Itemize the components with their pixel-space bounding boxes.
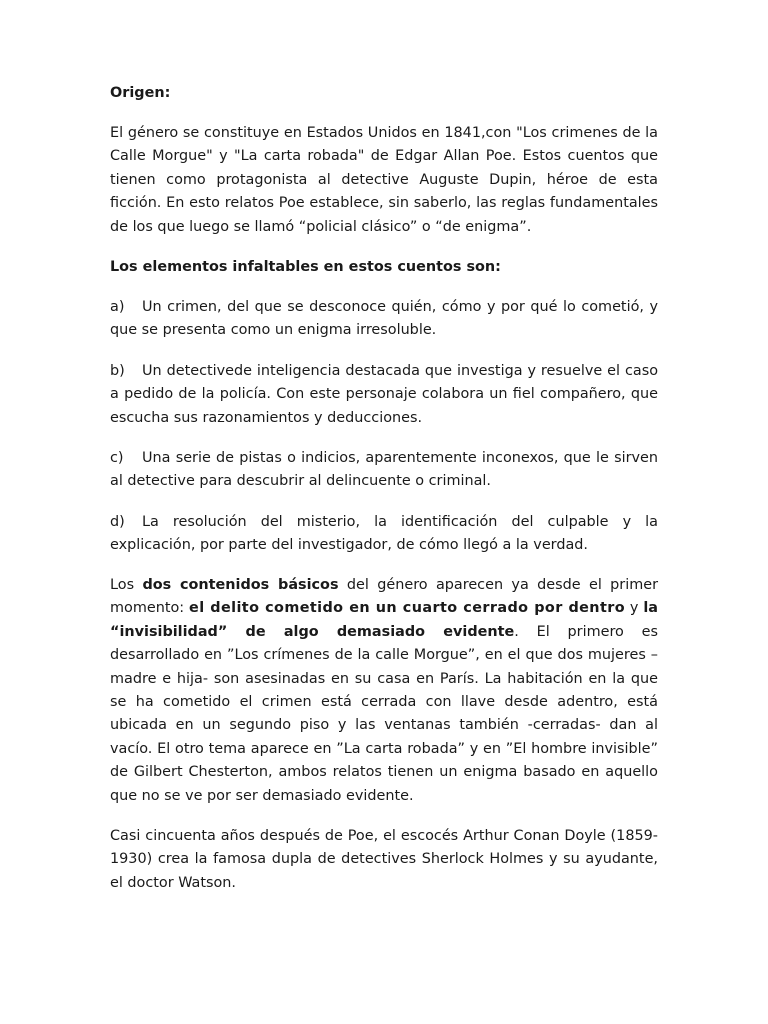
list-marker: c) bbox=[110, 450, 124, 466]
list-item-text: Una serie de pistas o indicios, aparentemente inconexos, que le sirven al detective para descubrir al delincuente o criminal. bbox=[110, 450, 658, 490]
list-item-b bbox=[110, 360, 658, 430]
paragraph-contenidos bbox=[110, 574, 658, 808]
list-item-text: Un crimen, del que se desconoce quién, cómo y por qué lo cometió, y que se presenta como un enigma irresoluble. bbox=[110, 299, 658, 339]
list-item-c bbox=[110, 447, 658, 494]
list-item-text: La resolución del misterio, la identificación del culpable y la explicación, por parte del investigador, de cómo llegó a la verdad. bbox=[110, 514, 658, 554]
paragraph-origen: El género se constituye en Estados Unidos en 1841,con "Los crimenes de la Calle Morgue" y "La carta robada" de Edgar Allan Poe. Estos cuentos que tienen como protagonista al detective Auguste Dupin, héroe de esta ficción. En esto relatos Poe establece, sin saberlo, las reglas fundamentales de los que luego se llamó “policial clásico” o “de enigma”. bbox=[110, 125, 658, 235]
list-item-a bbox=[110, 296, 658, 343]
list-item-text: Un detectivede inteligencia destacada que investiga y resuelve el caso a pedido de la policía. Con este personaje colabora un fiel compañero, que escucha sus razonamientos y deducciones. bbox=[110, 363, 658, 426]
heading-origen: Origen: bbox=[110, 85, 171, 101]
bold-run: dos contenidos básicos bbox=[142, 577, 339, 593]
bold-run: la “invisibilidad” de algo demasiado evidente bbox=[110, 600, 659, 640]
heading-elementos: Los elementos infaltables en estos cuentos son: bbox=[110, 259, 501, 275]
text-run: Los bbox=[110, 577, 143, 593]
bold-run: el delito cometido en un cuarto cerrado por dentro bbox=[189, 600, 626, 617]
list-marker: d) bbox=[110, 514, 125, 530]
list-marker: b) bbox=[110, 363, 125, 379]
text-run: del género aparecen ya desde el primer momento: bbox=[110, 577, 659, 617]
paragraph-conan-doyle: Casi cincuenta años después de Poe, el escocés Arthur Conan Doyle (1859-1930) crea la famosa dupla de detectives Sherlock Holmes y su ayudante, el doctor Watson. bbox=[110, 828, 658, 891]
list-item-d bbox=[110, 511, 658, 558]
list-marker: a) bbox=[110, 299, 125, 315]
text-run: . El primero es desarrollado en ”Los crímenes de la calle Morgue”, en el que dos mujeres –madre e hija- son asesinadas en su casa en París. La habitación en la que se ha cometido el crimen está cerrada con llave desde adentro, está ubicada en un segundo piso y las ventanas también -cerradas- dan al vacío. El otro tema aparece en ”La carta robada” y en ”El hombre invisible” de Gilbert Chesterton, ambos relatos tienen un enigma basado en aquello que no se ve por ser demasiado evidente. bbox=[110, 623, 658, 804]
text-run: y bbox=[625, 600, 644, 617]
